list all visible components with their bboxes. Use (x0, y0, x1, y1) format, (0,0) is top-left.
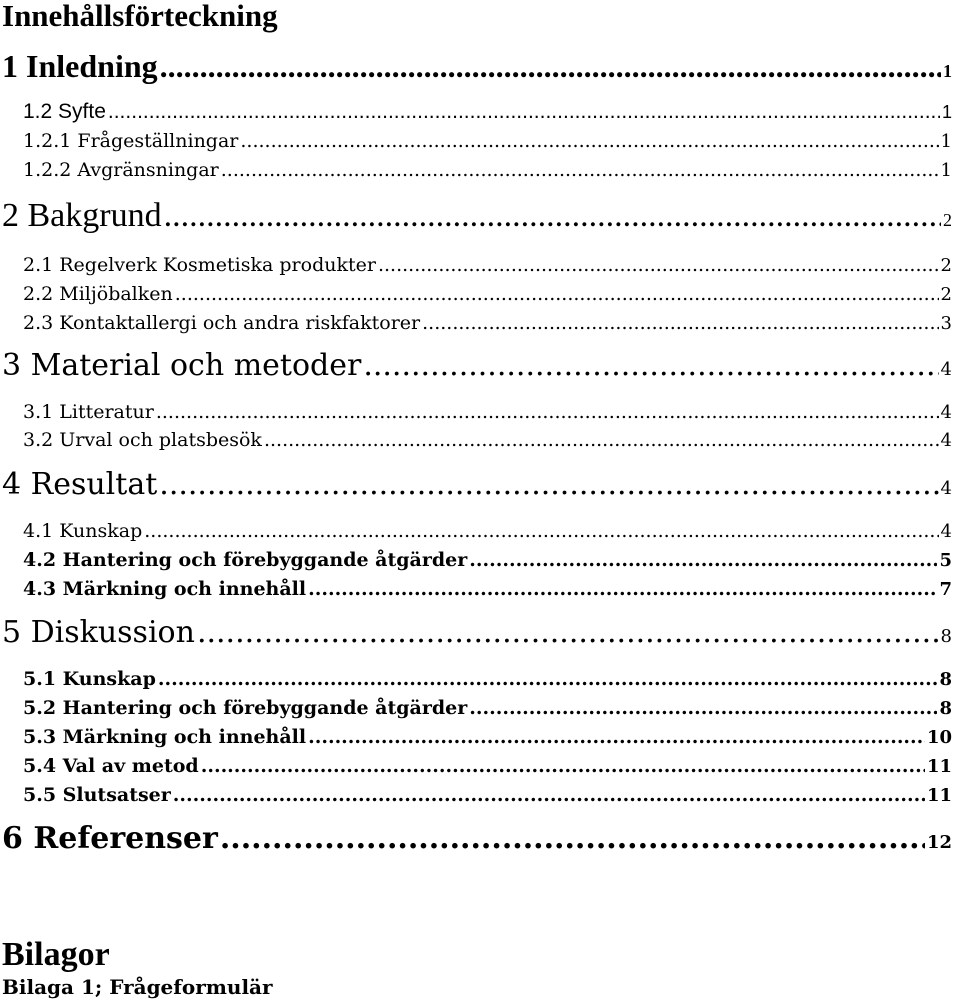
toc-leader (240, 127, 938, 155)
toc-leader (173, 781, 925, 809)
toc-entry-page: 11 (926, 785, 952, 806)
toc-entry-label: 4.1 Kunskap (23, 520, 143, 542)
toc-entry-5-4[interactable] (23, 752, 952, 780)
toc-entry-4-2[interactable] (23, 546, 952, 574)
toc-entry-label: 4 Resultat (2, 467, 158, 502)
toc-entry-page: 7 (939, 579, 952, 600)
toc-entry-5-2[interactable] (23, 694, 952, 722)
toc-leader (158, 665, 938, 693)
toc-entry-label: 2 Bakgrund (2, 197, 162, 234)
toc-entry-page: 4 (940, 521, 952, 542)
toc-leader (160, 46, 941, 86)
toc-entry-page: 4 (940, 430, 952, 451)
toc-entry-1[interactable] (2, 46, 952, 86)
toc-entry-2-3[interactable] (23, 309, 952, 337)
toc-entry-2-1[interactable] (23, 251, 952, 279)
toc-leader (108, 98, 940, 126)
toc-entry-page: 10 (926, 727, 952, 748)
toc-entry-page: 12 (926, 832, 952, 853)
toc-leader (220, 819, 925, 859)
toc-entry-label: 6 Referenser (2, 821, 218, 856)
toc-entry-label: 3 Material och metoder (2, 348, 362, 383)
toc-entry-label: 1.2 Syfte (23, 100, 106, 123)
toc-entry-label: 3.2 Urval och platsbesök (23, 429, 262, 451)
toc-leader (469, 546, 937, 574)
toc-entry-4-1[interactable] (23, 517, 952, 545)
toc-leader (156, 398, 939, 426)
toc-entry-label: 5.2 Hantering och förebyggande åtgärder (23, 697, 468, 719)
toc-entry-3-2[interactable] (23, 426, 952, 454)
toc-entry-page: 1 (940, 131, 952, 152)
toc-entry-page: 2 (940, 255, 952, 276)
toc-entry-label: 5.1 Kunskap (23, 668, 156, 690)
toc-entry-label: 5.5 Slutsatser (23, 784, 171, 806)
toc-entry-4-3[interactable] (23, 575, 952, 603)
toc-entry-3[interactable] (2, 346, 952, 386)
toc-leader (422, 309, 938, 337)
toc-entry-label: 1.2.1 Frågeställningar (23, 130, 239, 152)
toc-leader (363, 346, 938, 386)
toc-entry-page: 4 (940, 478, 952, 499)
toc-entry-label: 1 Inledning (2, 48, 158, 84)
toc-entry-label: 2.1 Regelverk Kosmetiska produkter (23, 254, 376, 276)
toc-entry-label: 5 Diskussion (2, 615, 195, 650)
toc-entry-label: 4.3 Märkning och innehåll (23, 578, 307, 600)
toc-entry-4[interactable] (2, 465, 952, 505)
toc-entry-page: 8 (939, 669, 952, 690)
toc-entry-page: 4 (940, 402, 952, 423)
toc-leader (201, 752, 925, 780)
toc-entry-5-3[interactable] (23, 723, 952, 751)
toc-entry-page: 3 (940, 313, 952, 334)
toc-entry-label: 5.3 Märkning och innehåll (23, 726, 307, 748)
toc-entry-label: 2.2 Miljöbalken (23, 283, 173, 305)
toc-entry-page: 1 (940, 160, 952, 181)
toc-entry-page: 8 (939, 698, 952, 719)
toc-leader (159, 465, 938, 505)
toc-leader (264, 426, 939, 454)
toc-entry-label: 2.3 Kontaktallergi och andra riskfaktorer (23, 312, 421, 334)
toc-entry-1-2[interactable] (23, 98, 952, 126)
toc-entry-page: 4 (940, 359, 952, 380)
toc-entry-5-1[interactable] (23, 665, 952, 693)
toc-entry-3-1[interactable] (23, 398, 952, 426)
toc-entry-label: 5.4 Val av metod (23, 755, 199, 777)
toc-entry-page: 2 (940, 284, 952, 305)
toc-entry-page: 1 (941, 102, 952, 122)
toc-entry-6[interactable] (2, 819, 952, 859)
toc-leader (164, 196, 941, 236)
toc-entry-2[interactable] (2, 196, 952, 236)
appendix-item: Bilaga 1; Frågeformulär (2, 975, 273, 999)
toc-entry-label: 3.1 Litteratur (23, 401, 154, 423)
toc-entry-label: 4.2 Hantering och förebyggande åtgärder (23, 549, 468, 571)
toc-entry-page: 5 (939, 550, 952, 571)
toc-leader (308, 575, 937, 603)
toc-entry-page: 1 (943, 61, 952, 81)
toc-leader (469, 694, 937, 722)
toc-entry-1-2-2[interactable] (23, 156, 952, 184)
toc-entry-5-5[interactable] (23, 781, 952, 809)
toc-leader (308, 723, 925, 751)
toc-entry-page: 8 (940, 626, 952, 647)
document-title: Innehållsförteckning (2, 0, 278, 33)
appendix-heading: Bilagor (2, 936, 110, 973)
toc-leader (378, 251, 939, 279)
toc-entry-5[interactable] (2, 613, 952, 653)
toc-entry-1-2-1[interactable] (23, 127, 952, 155)
toc-leader (175, 280, 939, 308)
toc-entry-page: 2 (943, 210, 952, 230)
toc-entry-label: 1.2.2 Avgränsningar (23, 159, 219, 181)
toc-leader (144, 517, 938, 545)
toc-leader (221, 156, 939, 184)
toc-leader (197, 613, 939, 653)
toc-entry-2-2[interactable] (23, 280, 952, 308)
toc-entry-page: 11 (926, 756, 952, 777)
